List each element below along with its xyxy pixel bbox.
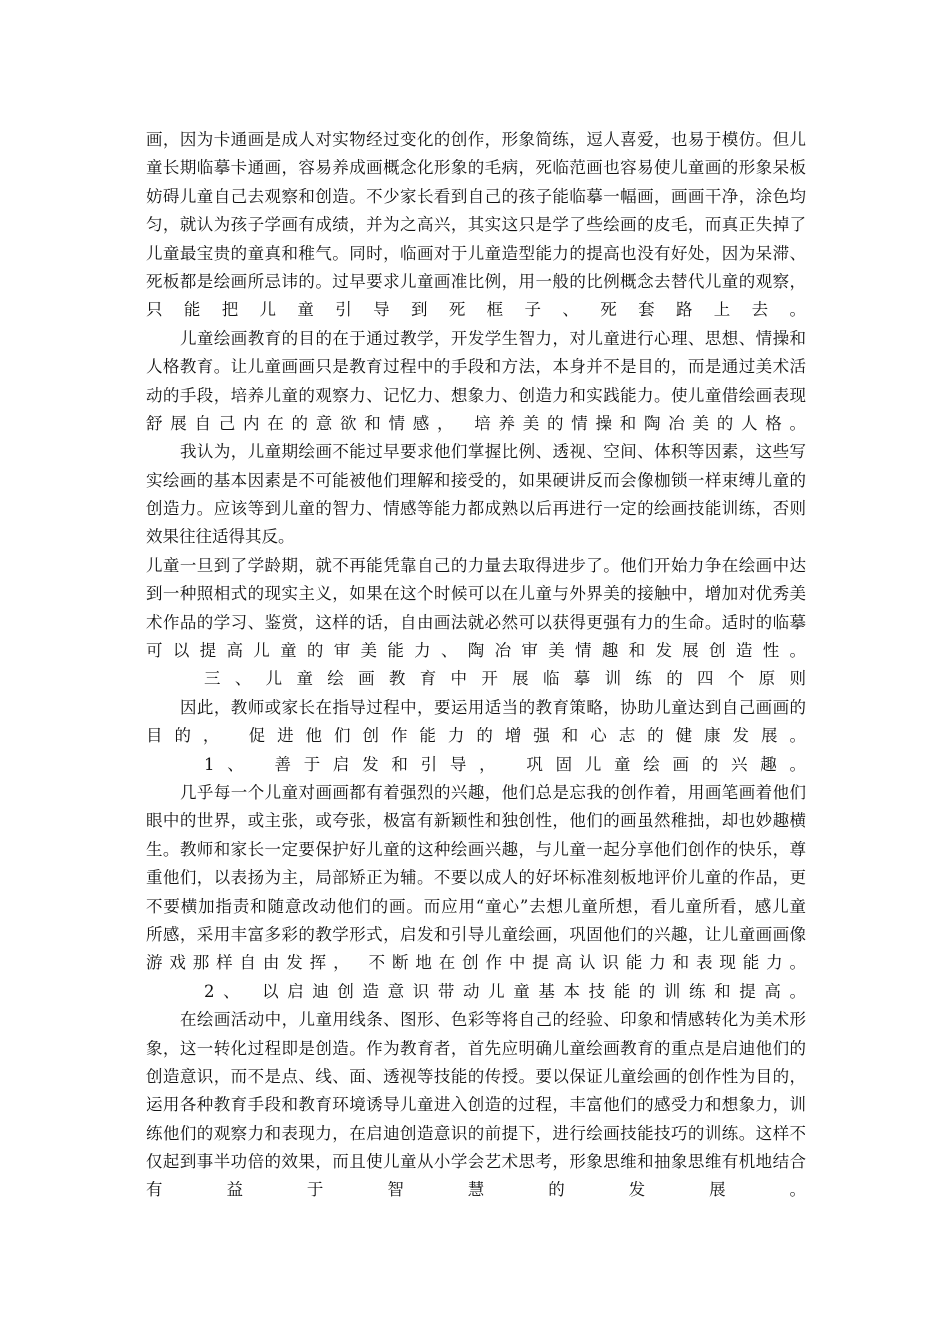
text-line: 只能把儿童引导到死框子、死套路上去。 [146, 300, 806, 320]
text-line: 童长期临摹卡通画，容易养成画概念化形象的毛病，死临范画也容易使儿童画的形象呆板 [146, 158, 806, 178]
text-line: 几乎每一个儿童对画画都有着强烈的兴趣，他们总是忘我的创作着，用画笔画着他们 [180, 782, 806, 802]
text-line: 到一种照相式的现实主义，如果在这个时候可以在儿童与外界美的接触中，增加对优秀美 [146, 584, 806, 604]
body-text [146, 126, 806, 1205]
text-line: 我认为，儿童期绘画不能过早要求他们掌握比例、透视、空间、体积等因素，这些写 [180, 442, 806, 462]
text-line: 死板都是绘画所忌讳的。过早要求儿童画准比例，用一般的比例概念去替代儿童的观察， [146, 271, 806, 291]
text-line: 所感，采用丰富多彩的教学形式，启发和引导儿童绘画，巩固他们的兴趣，让儿童画画像 [146, 924, 806, 944]
text-line: 眼中的世界，或主张，或夸张，极富有新颖性和独创性，他们的画虽然稚拙，却也妙趣横 [146, 811, 806, 831]
text-line: 生。教师和家长一定要保护好儿童的这种绘画兴趣，与儿童一起分享他们创作的快乐，尊 [146, 839, 806, 859]
text-line: 妨碍儿童自己去观察和创造。不少家长看到自己的孩子能临摹一幅画，画画干净，涂色均 [146, 186, 806, 206]
text-line: 练他们的观察力和表现力，在启迪创造意识的前提下，进行绘画技能技巧的训练。这样不 [146, 1123, 806, 1143]
text-line: 象，这一转化过程即是创造。作为教育者，首先应明确儿童绘画教育的重点是启迪他们的 [146, 1038, 806, 1058]
text-line: 创造意识，而不是点、线、面、透视等技能的传授。要以保证儿童绘画的创作性为目的， [146, 1066, 806, 1086]
text-line: 人格教育。让儿童画画只是教育过程中的手段和方法，本身并不是目的，而是通过美术活 [146, 357, 806, 377]
text-line: 实绘画的基本因素是不可能被他们理解和接受的，如果硬讲反而会像枷锁一样束缚儿童的 [146, 470, 806, 490]
text-line: 在绘画活动中，儿童用线条、图形、色彩等将自己的经验、印象和情感转化为美术形 [180, 1010, 806, 1030]
text-line: 运用各种教育手段和教育环境诱导儿童进入创造的过程，丰富他们的感受力和想象力，训 [146, 1095, 806, 1115]
text-line: 儿童一旦到了学龄期，就不再能凭靠自己的力量去取得进步了。他们开始力争在绘画中达 [146, 555, 806, 575]
text-line: 游戏那样自由发挥， 不断地在创作中提高认识能力和表现能力。 [146, 953, 806, 973]
text-line: 术作品的学习、鉴赏，这样的话，自由画法就必然可以获得更强有力的生命。适时的临摹 [146, 612, 806, 632]
text-line: 可以提高儿童的审美能力、陶冶审美情趣和发展创造性。 [146, 641, 806, 661]
text-line: 效果往往适得其反。 [146, 527, 295, 547]
text-line: 儿童绘画教育的目的在于通过教学，开发学生智力，对儿童进行心理、思想、情操和 [180, 328, 806, 348]
text-line: 儿童最宝贵的童真和稚气。同时，临画对于儿童造型能力的提高也没有好处，因为呆滞、 [146, 243, 806, 263]
text-line: 1、 善于启发和引导， 巩固儿童绘画的兴趣。 [204, 754, 806, 774]
text-line: 不要横加指责和随意改动他们的画。而应用“童心”去想儿童所想，看儿童所看，感儿童 [146, 896, 806, 916]
text-line: 目的， 促进他们创作能力的增强和心志的健康发展。 [146, 726, 806, 746]
text-line: 舒展自己内在的意欲和情感， 培养美的情操和陶冶美的人格。 [146, 413, 806, 433]
text-line: 动的手段，培养儿童的观察力、记忆力、想象力、创造力和实践能力。使儿童借绘画表现 [146, 385, 806, 405]
text-line: 重他们，以表扬为主，局部矫正为辅。不要以成人的好坏标准刻板地评价儿童的作品，更 [146, 868, 806, 888]
text-line: 2、 以启迪创造意识带动儿童基本技能的训练和提高。 [204, 981, 806, 1001]
text-line: 因此，教师或家长在指导过程中，要运用适当的教育策略，协助儿童达到自己画画的 [180, 697, 806, 717]
text-line: 画，因为卡通画是成人对实物经过变化的创作，形象简练，逗人喜爱，也易于模仿。但儿 [146, 130, 806, 149]
text-line: 三、儿童绘画教育中开展临摹训练的四个原则 [204, 669, 806, 689]
text-line: 有益于智慧的发展。 [146, 1180, 806, 1200]
text-line: 创造力。应该等到儿童的智力、情感等能力都成熟以后再进行一定的绘画技能训练，否则 [146, 499, 806, 519]
text-line: 匀，就认为孩子学画有成绩，并为之高兴，其实这只是学了些绘画的皮毛，而真正失掉了 [146, 215, 806, 235]
text-line: 仅起到事半功倍的效果，而且使儿童从小学会艺术思考，形象思维和抽象思维有机地结合 [146, 1152, 806, 1172]
